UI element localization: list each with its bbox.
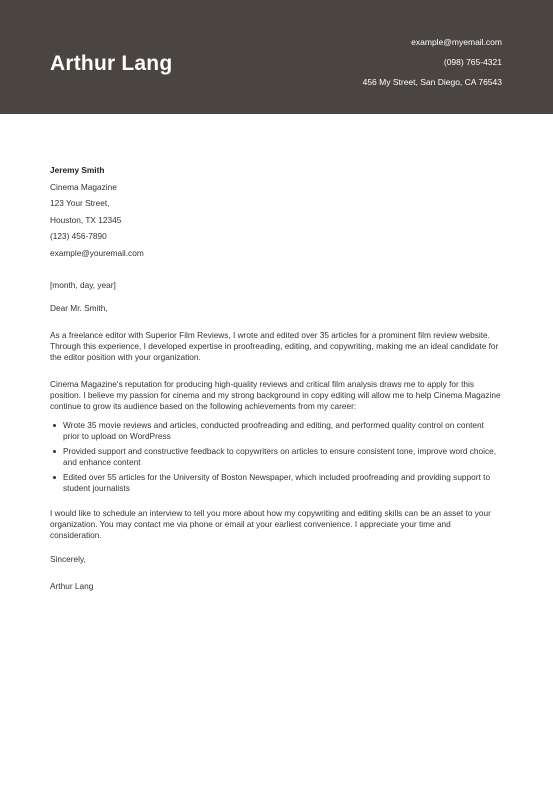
sender-email: example@myemail.com [411,37,502,47]
list-item: Edited over 55 articles for the University of Boston Newspaper, which included proofreading and providing support to student journalists [63,472,502,494]
motivation-paragraph: Cinema Magazine's reputation for producing high-quality reviews and critical film analysis draws me to apply for this position. I believe my passion for cinema and my strong background in copy editing will allow me to help Cinema Magazine continue to grow its audience based on the following achievements from my career: [50,378,501,411]
salutation: Dear Mr. Smith, [50,302,108,313]
sender-name: Arthur Lang [50,52,173,75]
intro-paragraph: As a freelance editor with Superior Film Reviews, I wrote and edited over 35 articles for a prominent film review website. Through this experience, I developed expertise in proofreading, editing, and copywriting, making me an ideal candidate for the editor position with your organization. [50,329,499,362]
closing-phrase: Sincerely, [50,553,86,564]
recipient-email: example@youremail.com [50,247,144,258]
sender-phone: (098) 765-4321 [443,57,502,67]
sender-address: 456 My Street, San Diego, CA 76543 [362,77,502,87]
list-item: Wrote 35 movie reviews and articles, conducted proofreading and editing, and performed quality control on content prior to upload on WordPress [63,420,502,442]
letter-body [50,164,502,592]
list-item: Provided support and constructive feedback to copywriters on articles to ensure consistent tone, improve word choice, and enhance content [63,446,502,468]
closing-paragraph: I would like to schedule an interview to tell you more about how my copywriting and editing skills can be an asset to your organization. You may contact me via phone or email at your earliest convenience. I appreciate your time and consideration. [50,507,491,540]
recipient-street: 123 Your Street, [50,198,110,209]
recipient-city: Houston, TX 12345 [50,214,122,225]
recipient-company: Cinema Magazine [50,181,117,192]
sender-contact [363,36,502,96]
letter-date: [month, day, year] [50,279,116,290]
recipient-name: Jeremy Smith [50,165,105,175]
achievements-list [50,420,502,494]
recipient-block [50,164,502,264]
letterhead [0,0,553,114]
signature-name: Arthur Lang [50,580,94,591]
recipient-phone: (123) 456-7890 [50,231,107,242]
